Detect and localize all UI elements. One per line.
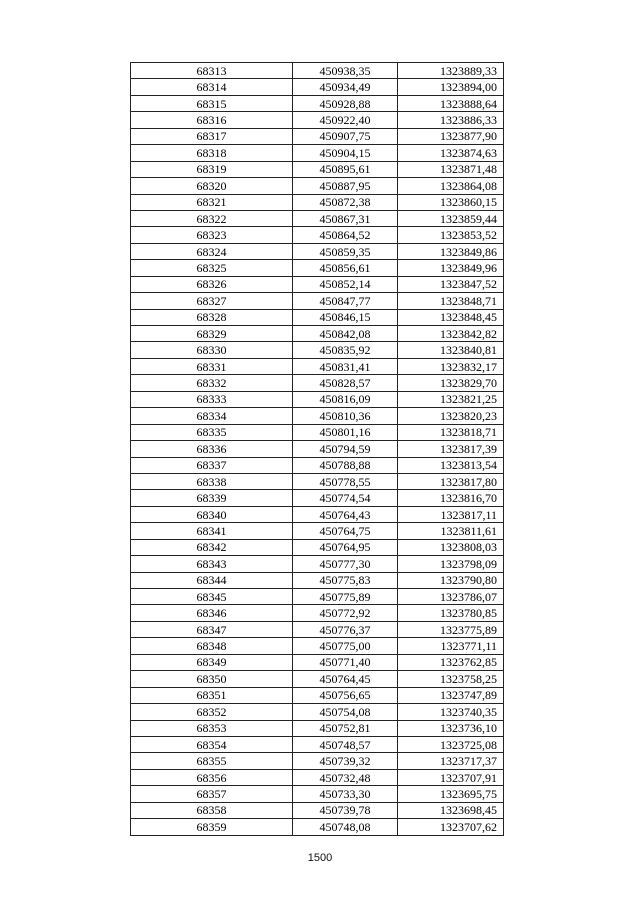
y-coordinate-cell: 1323818,71	[398, 424, 504, 440]
table-row	[131, 408, 504, 424]
y-coordinate-cell: 1323820,23	[398, 408, 504, 424]
point-number-cell: 68319	[131, 161, 293, 177]
y-coordinate-cell: 1323860,15	[398, 194, 504, 210]
table-row	[131, 621, 504, 637]
point-number-cell: 68346	[131, 605, 293, 621]
point-number-cell: 68333	[131, 391, 293, 407]
x-coordinate-cell: 450739,32	[293, 753, 398, 769]
table-row	[131, 243, 504, 259]
point-number-cell: 68337	[131, 457, 293, 473]
x-coordinate-cell: 450764,75	[293, 523, 398, 539]
y-coordinate-cell: 1323786,07	[398, 589, 504, 605]
x-coordinate-cell: 450756,65	[293, 687, 398, 703]
y-coordinate-cell: 1323717,37	[398, 753, 504, 769]
table-row	[131, 63, 504, 79]
table-row	[131, 276, 504, 292]
y-coordinate-cell: 1323695,75	[398, 786, 504, 802]
x-coordinate-cell: 450887,95	[293, 178, 398, 194]
point-number-cell: 68318	[131, 145, 293, 161]
table-row	[131, 638, 504, 654]
y-coordinate-cell: 1323842,82	[398, 326, 504, 342]
point-number-cell: 68331	[131, 358, 293, 374]
table-row	[131, 572, 504, 588]
x-coordinate-cell: 450828,57	[293, 375, 398, 391]
point-number-cell: 68349	[131, 654, 293, 670]
x-coordinate-cell: 450794,59	[293, 441, 398, 457]
point-number-cell: 68347	[131, 621, 293, 637]
y-coordinate-cell: 1323736,10	[398, 720, 504, 736]
x-coordinate-cell: 450895,61	[293, 161, 398, 177]
point-number-cell: 68358	[131, 802, 293, 818]
y-coordinate-cell: 1323832,17	[398, 358, 504, 374]
point-number-cell: 68332	[131, 375, 293, 391]
x-coordinate-cell: 450764,45	[293, 671, 398, 687]
y-coordinate-cell: 1323725,08	[398, 736, 504, 752]
point-number-cell: 68348	[131, 638, 293, 654]
y-coordinate-cell: 1323871,48	[398, 161, 504, 177]
y-coordinate-cell: 1323864,08	[398, 178, 504, 194]
x-coordinate-cell: 450777,30	[293, 556, 398, 572]
x-coordinate-cell: 450775,83	[293, 572, 398, 588]
x-coordinate-cell: 450754,08	[293, 704, 398, 720]
table-row	[131, 293, 504, 309]
table-row	[131, 605, 504, 621]
y-coordinate-cell: 1323707,91	[398, 769, 504, 785]
point-number-cell: 68335	[131, 424, 293, 440]
point-number-cell: 68336	[131, 441, 293, 457]
y-coordinate-cell: 1323698,45	[398, 802, 504, 818]
point-number-cell: 68341	[131, 523, 293, 539]
table-row	[131, 79, 504, 95]
point-number-cell: 68352	[131, 704, 293, 720]
table-row	[131, 523, 504, 539]
x-coordinate-cell: 450864,52	[293, 227, 398, 243]
y-coordinate-cell: 1323762,85	[398, 654, 504, 670]
table-row	[131, 260, 504, 276]
table-row	[131, 210, 504, 226]
point-number-cell: 68345	[131, 589, 293, 605]
point-number-cell: 68354	[131, 736, 293, 752]
x-coordinate-cell: 450816,09	[293, 391, 398, 407]
y-coordinate-cell: 1323848,71	[398, 293, 504, 309]
table-row	[131, 375, 504, 391]
y-coordinate-cell: 1323821,25	[398, 391, 504, 407]
x-coordinate-cell: 450810,36	[293, 408, 398, 424]
point-number-cell: 68317	[131, 128, 293, 144]
x-coordinate-cell: 450872,38	[293, 194, 398, 210]
y-coordinate-cell: 1323847,52	[398, 276, 504, 292]
point-number-cell: 68328	[131, 309, 293, 325]
x-coordinate-cell: 450771,40	[293, 654, 398, 670]
x-coordinate-cell: 450842,08	[293, 326, 398, 342]
table-row	[131, 145, 504, 161]
x-coordinate-cell: 450835,92	[293, 342, 398, 358]
point-number-cell: 68325	[131, 260, 293, 276]
y-coordinate-cell: 1323889,33	[398, 63, 504, 79]
x-coordinate-cell: 450748,57	[293, 736, 398, 752]
table-row	[131, 227, 504, 243]
y-coordinate-cell: 1323707,62	[398, 819, 504, 835]
point-number-cell: 68353	[131, 720, 293, 736]
x-coordinate-cell: 450907,75	[293, 128, 398, 144]
point-number-cell: 68355	[131, 753, 293, 769]
table-row	[131, 490, 504, 506]
table-row	[131, 358, 504, 374]
point-number-cell: 68340	[131, 506, 293, 522]
point-number-cell: 68330	[131, 342, 293, 358]
x-coordinate-cell: 450776,37	[293, 621, 398, 637]
point-number-cell: 68316	[131, 112, 293, 128]
table-row	[131, 326, 504, 342]
x-coordinate-cell: 450859,35	[293, 243, 398, 259]
table-row	[131, 556, 504, 572]
page-number: 1500	[307, 852, 333, 864]
y-coordinate-cell: 1323813,54	[398, 457, 504, 473]
x-coordinate-cell: 450772,92	[293, 605, 398, 621]
y-coordinate-cell: 1323798,09	[398, 556, 504, 572]
y-coordinate-cell: 1323874,63	[398, 145, 504, 161]
table-row	[131, 720, 504, 736]
y-coordinate-cell: 1323816,70	[398, 490, 504, 506]
x-coordinate-cell: 450867,31	[293, 210, 398, 226]
point-number-cell: 68359	[131, 819, 293, 835]
x-coordinate-cell: 450732,48	[293, 769, 398, 785]
point-number-cell: 68326	[131, 276, 293, 292]
y-coordinate-cell: 1323829,70	[398, 375, 504, 391]
table-row	[131, 671, 504, 687]
table-row	[131, 342, 504, 358]
table-row	[131, 736, 504, 752]
x-coordinate-cell: 450764,95	[293, 539, 398, 555]
point-number-cell: 68342	[131, 539, 293, 555]
table-row	[131, 769, 504, 785]
table-row	[131, 128, 504, 144]
y-coordinate-cell: 1323775,89	[398, 621, 504, 637]
table-row	[131, 704, 504, 720]
y-coordinate-cell: 1323853,52	[398, 227, 504, 243]
point-number-cell: 68357	[131, 786, 293, 802]
y-coordinate-cell: 1323780,85	[398, 605, 504, 621]
point-number-cell: 68329	[131, 326, 293, 342]
point-number-cell: 68321	[131, 194, 293, 210]
point-number-cell: 68320	[131, 178, 293, 194]
table-row	[131, 753, 504, 769]
table-row	[131, 819, 504, 835]
y-coordinate-cell: 1323840,81	[398, 342, 504, 358]
x-coordinate-cell: 450852,14	[293, 276, 398, 292]
y-coordinate-cell: 1323747,89	[398, 687, 504, 703]
table-row	[131, 194, 504, 210]
point-number-cell: 68351	[131, 687, 293, 703]
x-coordinate-cell: 450775,89	[293, 589, 398, 605]
x-coordinate-cell: 450831,41	[293, 358, 398, 374]
point-number-cell: 68334	[131, 408, 293, 424]
x-coordinate-cell: 450847,77	[293, 293, 398, 309]
x-coordinate-cell: 450775,00	[293, 638, 398, 654]
y-coordinate-cell: 1323848,45	[398, 309, 504, 325]
y-coordinate-cell: 1323811,61	[398, 523, 504, 539]
table-row	[131, 687, 504, 703]
table-row	[131, 112, 504, 128]
table-row	[131, 506, 504, 522]
y-coordinate-cell: 1323758,25	[398, 671, 504, 687]
point-number-cell: 68315	[131, 95, 293, 111]
y-coordinate-cell: 1323849,86	[398, 243, 504, 259]
y-coordinate-cell: 1323886,33	[398, 112, 504, 128]
x-coordinate-cell: 450904,15	[293, 145, 398, 161]
y-coordinate-cell: 1323894,00	[398, 79, 504, 95]
y-coordinate-cell: 1323859,44	[398, 210, 504, 226]
point-number-cell: 68344	[131, 572, 293, 588]
table-row	[131, 654, 504, 670]
x-coordinate-cell: 450788,88	[293, 457, 398, 473]
point-number-cell: 68339	[131, 490, 293, 506]
point-number-cell: 68323	[131, 227, 293, 243]
coordinates-table	[130, 62, 504, 836]
x-coordinate-cell: 450739,78	[293, 802, 398, 818]
table-row	[131, 473, 504, 489]
coordinates-table-body	[131, 63, 504, 836]
y-coordinate-cell: 1323790,80	[398, 572, 504, 588]
table-row	[131, 441, 504, 457]
x-coordinate-cell: 450938,35	[293, 63, 398, 79]
y-coordinate-cell: 1323888,64	[398, 95, 504, 111]
x-coordinate-cell: 450846,15	[293, 309, 398, 325]
y-coordinate-cell: 1323808,03	[398, 539, 504, 555]
x-coordinate-cell: 450922,40	[293, 112, 398, 128]
point-number-cell: 68322	[131, 210, 293, 226]
x-coordinate-cell: 450928,88	[293, 95, 398, 111]
table-row	[131, 589, 504, 605]
x-coordinate-cell: 450733,30	[293, 786, 398, 802]
y-coordinate-cell: 1323740,35	[398, 704, 504, 720]
point-number-cell: 68327	[131, 293, 293, 309]
y-coordinate-cell: 1323849,96	[398, 260, 504, 276]
x-coordinate-cell: 450748,08	[293, 819, 398, 835]
x-coordinate-cell: 450934,49	[293, 79, 398, 95]
point-number-cell: 68313	[131, 63, 293, 79]
point-number-cell: 68324	[131, 243, 293, 259]
x-coordinate-cell: 450856,61	[293, 260, 398, 276]
table-row	[131, 309, 504, 325]
table-row	[131, 786, 504, 802]
y-coordinate-cell: 1323817,39	[398, 441, 504, 457]
table-row	[131, 161, 504, 177]
x-coordinate-cell: 450778,55	[293, 473, 398, 489]
y-coordinate-cell: 1323817,80	[398, 473, 504, 489]
y-coordinate-cell: 1323771,11	[398, 638, 504, 654]
point-number-cell: 68356	[131, 769, 293, 785]
point-number-cell: 68338	[131, 473, 293, 489]
table-row	[131, 178, 504, 194]
table-row	[131, 539, 504, 555]
point-number-cell: 68350	[131, 671, 293, 687]
table-row	[131, 95, 504, 111]
point-number-cell: 68314	[131, 79, 293, 95]
x-coordinate-cell: 450801,16	[293, 424, 398, 440]
table-row	[131, 391, 504, 407]
y-coordinate-cell: 1323877,90	[398, 128, 504, 144]
y-coordinate-cell: 1323817,11	[398, 506, 504, 522]
table-row	[131, 457, 504, 473]
x-coordinate-cell: 450752,81	[293, 720, 398, 736]
x-coordinate-cell: 450764,43	[293, 506, 398, 522]
x-coordinate-cell: 450774,54	[293, 490, 398, 506]
point-number-cell: 68343	[131, 556, 293, 572]
table-row	[131, 424, 504, 440]
table-row	[131, 802, 504, 818]
